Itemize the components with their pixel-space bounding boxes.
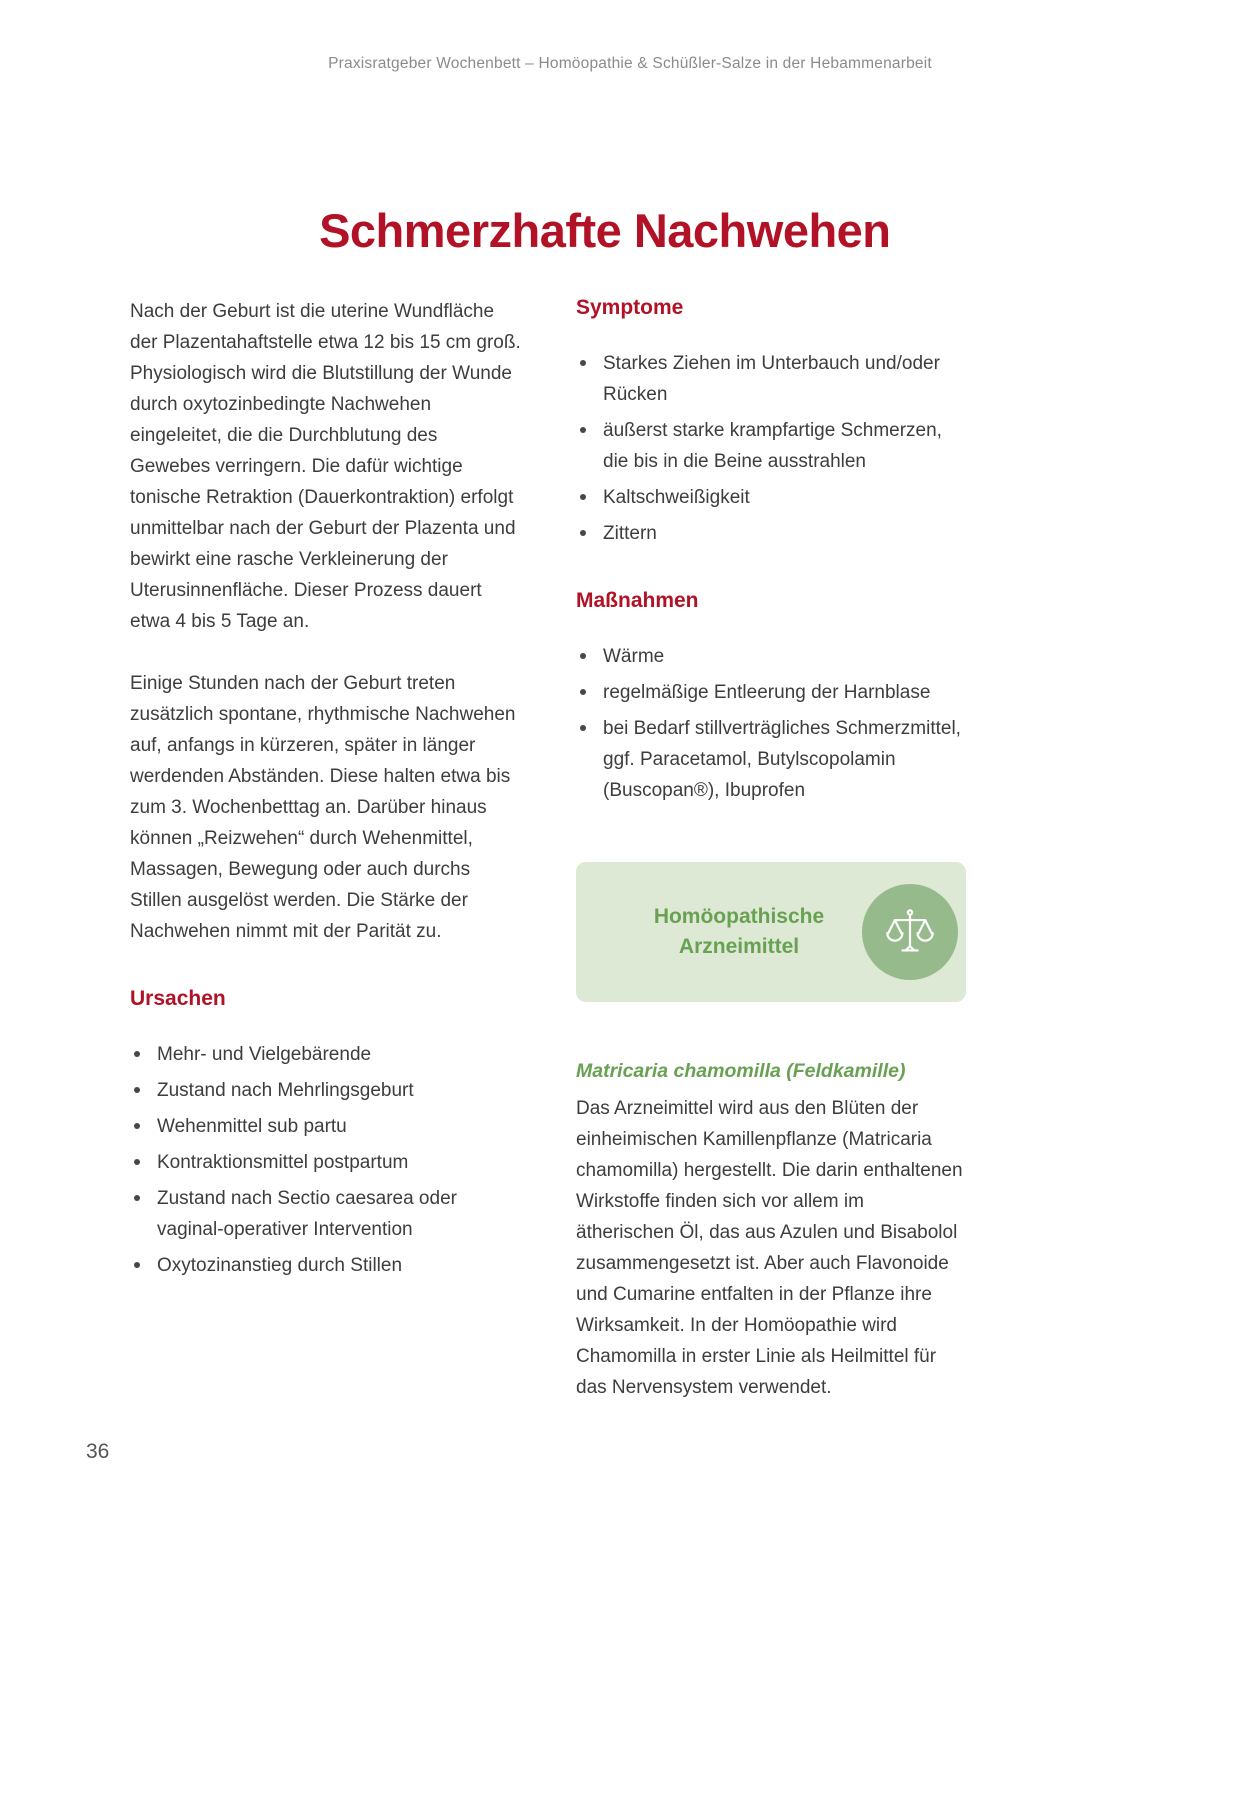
intro-paragraph-2: Einige Stunden nach der Geburt treten zusätzlich spontane, rhythmische Nachwehen auf, anfangs in kürzeren, später in länger werdenden Abständen. Diese halten etwa bis zum 3. Wochenbetttag an. Darüber hinaus können „Reizwehen“ durch Wehenmittel, Massagen, Bewegung oder auch durchs Stillen ausgelöst werden. Die Stärke der Nachwehen nimmt mit der Parität zu. bbox=[130, 673, 516, 942]
list-item: Zustand nach Mehrlingsgeburt bbox=[130, 1075, 522, 1106]
list-item: Mehr- und Vielgebärende bbox=[130, 1039, 522, 1070]
list-item: Kontraktionsmittel postpartum bbox=[130, 1147, 522, 1178]
remedy-heading: Matricaria chamomilla (Feldkamille) bbox=[576, 1060, 906, 1082]
ursachen-list bbox=[130, 1039, 522, 1281]
heading-symptome: Symptome bbox=[576, 296, 684, 319]
homeopathy-box bbox=[576, 862, 966, 1002]
right-column bbox=[576, 296, 966, 1434]
homeopathy-badge bbox=[862, 884, 958, 980]
page-title: Schmerzhafte Nachwehen bbox=[319, 204, 891, 258]
homeopathy-box-label-line1: Homöopathische bbox=[653, 905, 825, 928]
list-item: äußerst starke krampfartige Schmerzen, die bis in die Beine ausstrahlen bbox=[576, 415, 966, 477]
scales-icon bbox=[884, 906, 936, 958]
left-column bbox=[130, 296, 522, 1434]
heading-ursachen: Ursachen bbox=[130, 987, 226, 1010]
remedy-paragraph: Das Arzneimittel wird aus den Blüten der einheimischen Kamillenpflanze (Matricaria chamomilla) hergestellt. Die darin enthaltenen Wirkstoffe finden sich vor allem im ätherischen Öl, das aus Azulen und Bisabolol zusammengesetzt ist. Aber auch Flavonoide und Cumarine entfalten in der Pflanze ihre Wirksamkeit. In der Homöopathie wird Chamomilla in erster Linie als Heilmittel für das Nervensystem verwendet. bbox=[576, 1098, 963, 1398]
list-item: Wehenmittel sub partu bbox=[130, 1111, 522, 1142]
list-item: Wärme bbox=[576, 641, 966, 672]
heading-massnahmen: Maßnahmen bbox=[576, 589, 699, 612]
intro-paragraph-1: Nach der Geburt ist die uterine Wundfläche der Plazentahaftstelle etwa 12 bis 15 cm groß. Physiologisch wird die Blutstillung der Wunde durch oxytozinbedingte Nachwehen eingeleitet, die die Durchblutung des Gewebes verringern. Die dafür wichtige tonische Retraktion (Dauerkontraktion) erfolgt unmittelbar nach der Geburt der Plazenta und bewirkt eine rasche Verkleinerung der Uterusinnenfläche. Dieser Prozess dauert etwa 4 bis 5 Tage an. bbox=[130, 301, 521, 632]
list-item: Oxytozinanstieg durch Stillen bbox=[130, 1250, 522, 1281]
page-number: 36 bbox=[86, 1440, 110, 1463]
list-item: Kaltschweißigkeit bbox=[576, 482, 966, 513]
list-item: Zittern bbox=[576, 518, 966, 549]
homeopathy-box-label bbox=[614, 902, 864, 962]
list-item: bei Bedarf stillverträgliches Schmerzmittel, ggf. Paracetamol, Butylscopolamin (Buscopan®), Ibuprofen bbox=[576, 713, 966, 806]
symptome-list bbox=[576, 348, 966, 549]
list-item: Zustand nach Sectio caesarea oder vaginal-operativer Intervention bbox=[130, 1183, 522, 1245]
running-header: Praxisratgeber Wochenbett – Homöopathie & Schüßler-Salze in der Hebammenarbeit bbox=[328, 55, 932, 72]
homeopathy-box-label-line2: Arzneimittel bbox=[678, 935, 800, 958]
content-columns bbox=[130, 296, 966, 1434]
list-item: regelmäßige Entleerung der Harnblase bbox=[576, 677, 966, 708]
massnahmen-list bbox=[576, 641, 966, 806]
list-item: Starkes Ziehen im Unterbauch und/oder Rücken bbox=[576, 348, 966, 410]
